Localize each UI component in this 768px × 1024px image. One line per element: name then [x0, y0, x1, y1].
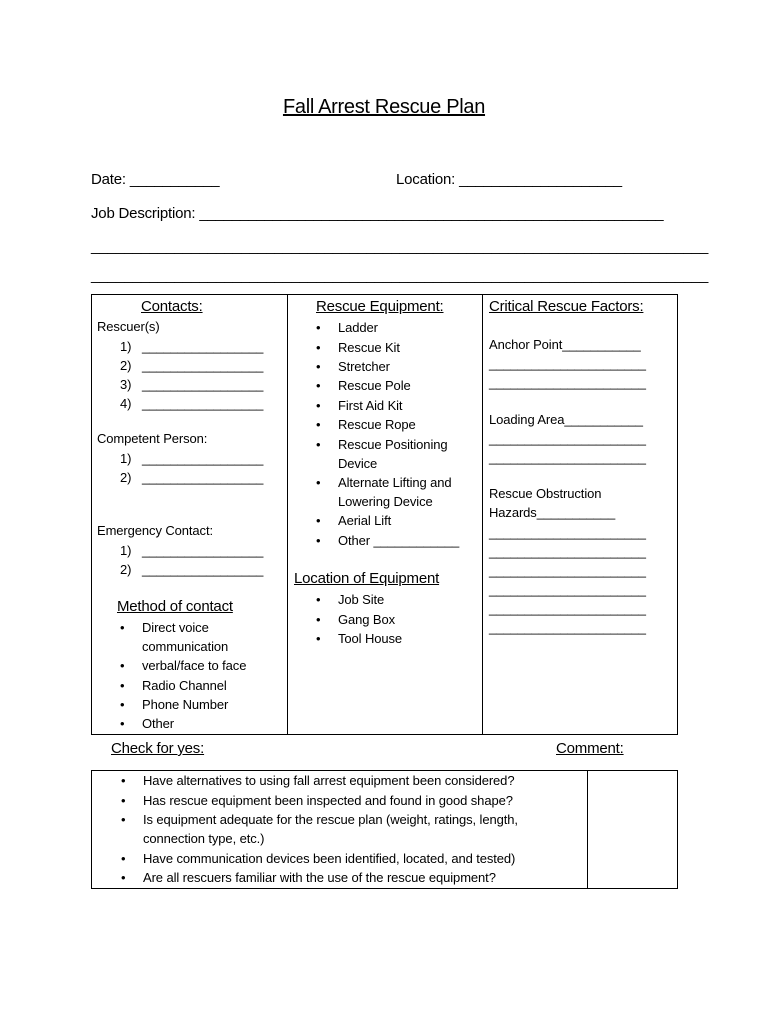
comment-label: Comment: — [556, 740, 624, 757]
rescuer-4-num: 4) — [120, 396, 132, 411]
job-description-field[interactable] — [91, 205, 663, 222]
checklist-item-continued: connection type, etc.) — [143, 831, 265, 846]
job-description-blank: _________________________________________________________ — [199, 205, 664, 222]
competent-1-row[interactable] — [120, 451, 264, 466]
equipment-column — [288, 294, 482, 734]
loading-area-field[interactable]: Loading Area___________ — [489, 412, 643, 427]
equipment-item: • First Aid Kit — [338, 398, 402, 413]
location-field[interactable] — [396, 171, 622, 188]
rescuer-2-num: 2) — [120, 358, 132, 373]
date-blank: ___________ — [129, 171, 220, 188]
rescuer-4-row[interactable] — [120, 396, 264, 411]
equipment-item: • Ladder — [338, 320, 378, 335]
location-item: • Gang Box — [338, 612, 395, 627]
equipment-item-other[interactable]: • Other ____________ — [338, 533, 459, 548]
method-of-contact-heading: Method of contact — [117, 598, 233, 615]
method-item: • Other — [142, 716, 174, 731]
equipment-item: • Alternate Lifting and — [338, 475, 452, 490]
equipment-item: • Rescue Pole — [338, 378, 411, 393]
location-item: • Job Site — [338, 592, 384, 607]
hazards-line[interactable]: ______________________ — [489, 563, 646, 578]
location-blank: ____________________ — [459, 171, 622, 188]
competent-2-row[interactable] — [120, 470, 264, 485]
equipment-item-continued: Lowering Device — [338, 494, 433, 509]
equipment-item: • Rescue Positioning — [338, 437, 448, 452]
rescuer-3-row[interactable] — [120, 377, 264, 392]
competent-2-blank: _________________ — [142, 470, 264, 485]
date-label: Date: — [91, 171, 126, 188]
checklist-item[interactable]: • Are all rescuers familiar with the use of the rescue equipment? — [143, 870, 496, 885]
method-item: • Direct voice — [142, 620, 209, 635]
emergency-contact-label: Emergency Contact: — [97, 523, 213, 538]
rescuer-3-num: 3) — [120, 377, 132, 392]
hazards-line[interactable]: ______________________ — [489, 525, 646, 540]
rescuer-2-row[interactable] — [120, 358, 264, 373]
rescuer-1-blank: _________________ — [142, 339, 264, 354]
method-item-continued: communication — [142, 639, 229, 654]
hazards-line[interactable]: ______________________ — [489, 620, 646, 635]
job-description-label: Job Description: — [91, 205, 196, 222]
equipment-item: • Stretcher — [338, 359, 390, 374]
equipment-item: • Rescue Rope — [338, 417, 416, 432]
loading-area-line[interactable]: ______________________ — [489, 431, 646, 446]
method-item: • Phone Number — [142, 697, 228, 712]
equipment-item: • Aerial Lift — [338, 513, 391, 528]
check-for-yes-label: Check for yes: — [111, 740, 205, 757]
location-label: Location: — [396, 171, 456, 188]
emergency-1-blank: _________________ — [142, 543, 264, 558]
date-field[interactable] — [91, 171, 219, 188]
hazards-line[interactable]: ______________________ — [489, 544, 646, 559]
method-item: • Radio Channel — [142, 678, 227, 693]
checklist-item[interactable]: • Have communication devices been identified, located, and tested) — [143, 851, 515, 866]
rescuer-1-row[interactable] — [120, 339, 264, 354]
location-of-equipment-heading: Location of Equipment — [294, 570, 440, 587]
job-description-line-3[interactable]: __________________________________________________________________________ — [91, 267, 709, 284]
job-description-line-2[interactable]: __________________________________________________________________________ — [91, 238, 709, 255]
factors-column — [483, 294, 677, 734]
hazards-line[interactable]: ______________________ — [489, 582, 646, 597]
competent-2-num: 2) — [120, 470, 132, 485]
loading-area-line[interactable]: ______________________ — [489, 450, 646, 465]
competent-person-label: Competent Person: — [97, 431, 208, 446]
equipment-item-continued: Device — [338, 456, 378, 471]
equipment-heading: Rescue Equipment: — [316, 298, 444, 315]
emergency-1-row[interactable] — [120, 543, 264, 558]
anchor-point-line[interactable]: ______________________ — [489, 356, 646, 371]
contacts-column — [92, 294, 287, 734]
rescue-obstruction-label: Rescue Obstruction — [489, 486, 602, 501]
factors-heading: Critical Rescue Factors: — [489, 298, 644, 315]
contacts-heading: Contacts: — [141, 298, 203, 315]
checklist-item[interactable]: • Have alternatives to using fall arrest equipment been considered? — [143, 773, 514, 788]
rescuer-3-blank: _________________ — [142, 377, 264, 392]
hazards-field[interactable]: Hazards___________ — [489, 505, 616, 520]
emergency-2-blank: _________________ — [142, 562, 264, 577]
emergency-2-row[interactable] — [120, 562, 264, 577]
anchor-point-field[interactable]: Anchor Point___________ — [489, 337, 641, 352]
competent-1-num: 1) — [120, 451, 132, 466]
method-item: • verbal/face to face — [142, 658, 246, 673]
emergency-2-num: 2) — [120, 562, 132, 577]
emergency-1-num: 1) — [120, 543, 132, 558]
rescuer-1-num: 1) — [120, 339, 132, 354]
anchor-point-line[interactable]: ______________________ — [489, 375, 646, 390]
equipment-item: • Rescue Kit — [338, 340, 400, 355]
checklist-item[interactable]: • Has rescue equipment been inspected and found in good shape? — [143, 793, 513, 808]
hazards-line[interactable]: ______________________ — [489, 601, 646, 616]
page-title: Fall Arrest Rescue Plan — [282, 96, 486, 118]
rescuer-4-blank: _________________ — [142, 396, 264, 411]
comment-cell[interactable] — [588, 771, 677, 888]
rescuer-2-blank: _________________ — [142, 358, 264, 373]
location-item: • Tool House — [338, 631, 402, 646]
competent-1-blank: _________________ — [142, 451, 264, 466]
rescuers-label: Rescuer(s) — [97, 319, 160, 334]
checklist-item[interactable]: • Is equipment adequate for the rescue plan (weight, ratings, length, — [143, 812, 518, 827]
